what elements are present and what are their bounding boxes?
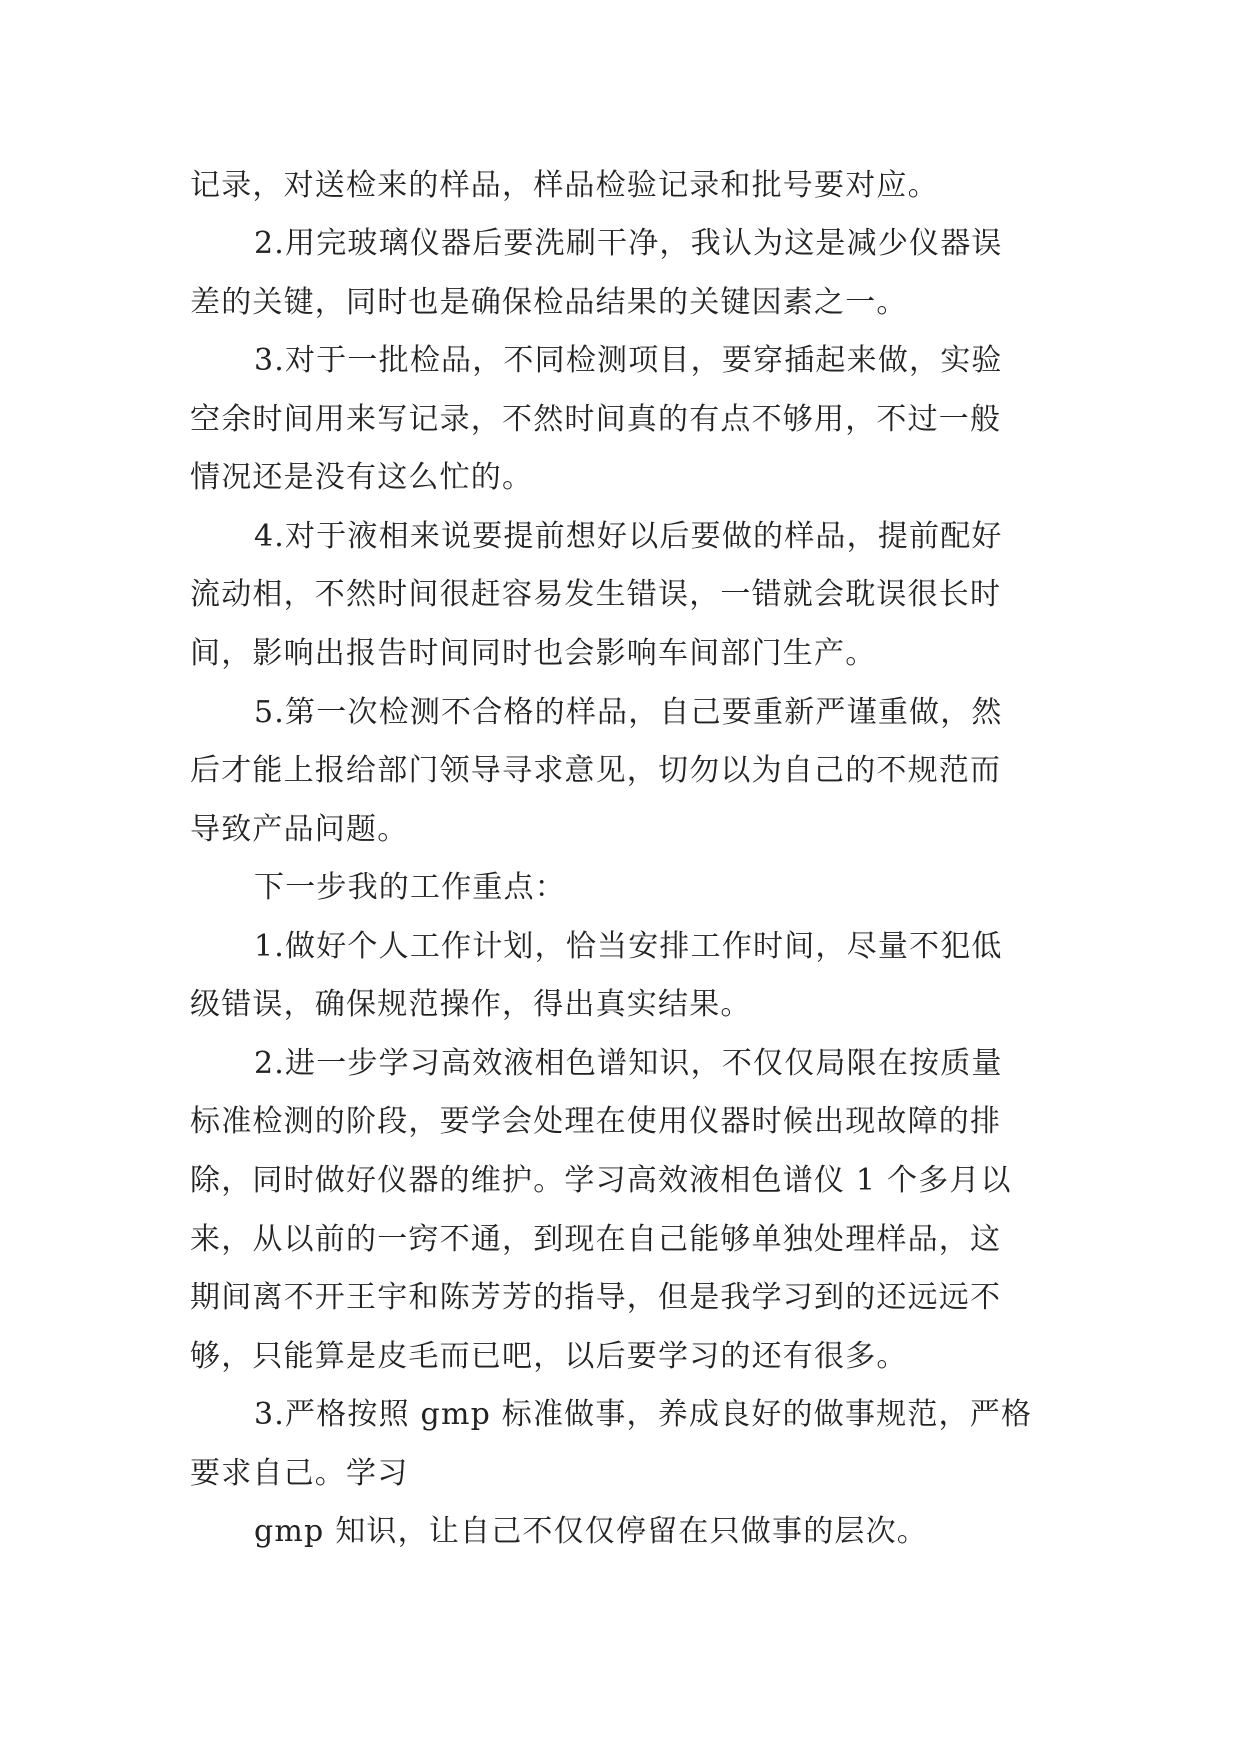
text-line: 差的关键，同时也是确保检品结果的关键因素之一。 [190, 285, 908, 320]
text-line: 4.对于液相来说要提前想好以后要做的样品，提前配好 [254, 519, 1003, 554]
text-line: 要求自己。学习 [190, 1456, 409, 1491]
text-line: 级错误，确保规范操作，得出真实结果。 [190, 987, 752, 1022]
text-line: 2.进一步学习高效液相色谱知识，不仅仅局限在按质量 [254, 1046, 1003, 1081]
text-line: 空余时间用来写记录，不然时间真的有点不够用，不过一般 [190, 402, 1002, 437]
text-line: 够，只能算是皮毛而已吧，以后要学习的还有很多。 [190, 1339, 908, 1374]
text-line: 流动相，不然时间很赶容易发生错误，一错就会耽误很长时 [190, 577, 1002, 612]
text-line: 间，影响出报告时间同时也会影响车间部门生产。 [190, 636, 877, 671]
text-line: 记录，对送检来的样品，样品检验记录和批号要对应。 [190, 168, 939, 203]
text-line: 3.对于一批检品，不同检测项目，要穿插起来做，实验 [254, 343, 1003, 378]
text-line: 3.严格按照 gmp 标准做事，养成良好的做事规范，严格 [254, 1397, 1033, 1432]
text-line: 情况还是没有这么忙的。 [190, 460, 534, 495]
text-line: 1.做好个人工作计划，恰当安排工作时间，尽量不犯低 [254, 929, 1003, 964]
text-line: 导致产品问题。 [190, 812, 409, 847]
text-line: 5.第一次检测不合格的样品，自己要重新严谨重做，然 [254, 695, 1003, 730]
text-line: 期间离不开王宇和陈芳芳的指导，但是我学习到的还远远不 [190, 1280, 1002, 1315]
text-line: 来，从以前的一窍不通，到现在自己能够单独处理样品，这 [190, 1222, 1002, 1257]
text-line: 标准检测的阶段，要学会处理在使用仪器时候出现故障的排 [190, 1104, 1002, 1139]
section-heading: 下一步我的工作重点： [254, 870, 566, 905]
text-line: 除，同时做好仪器的维护。学习高效液相色谱仪 1 个多月以 [190, 1163, 1012, 1198]
text-line: gmp 知识，让自己不仅仅停留在只做事的层次。 [254, 1514, 928, 1549]
text-line: 2.用完玻璃仪器后要洗刷干净，我认为这是减少仪器误 [254, 226, 1003, 261]
text-line: 后才能上报给部门领导寻求意见，切勿以为自己的不规范而 [190, 753, 1002, 788]
